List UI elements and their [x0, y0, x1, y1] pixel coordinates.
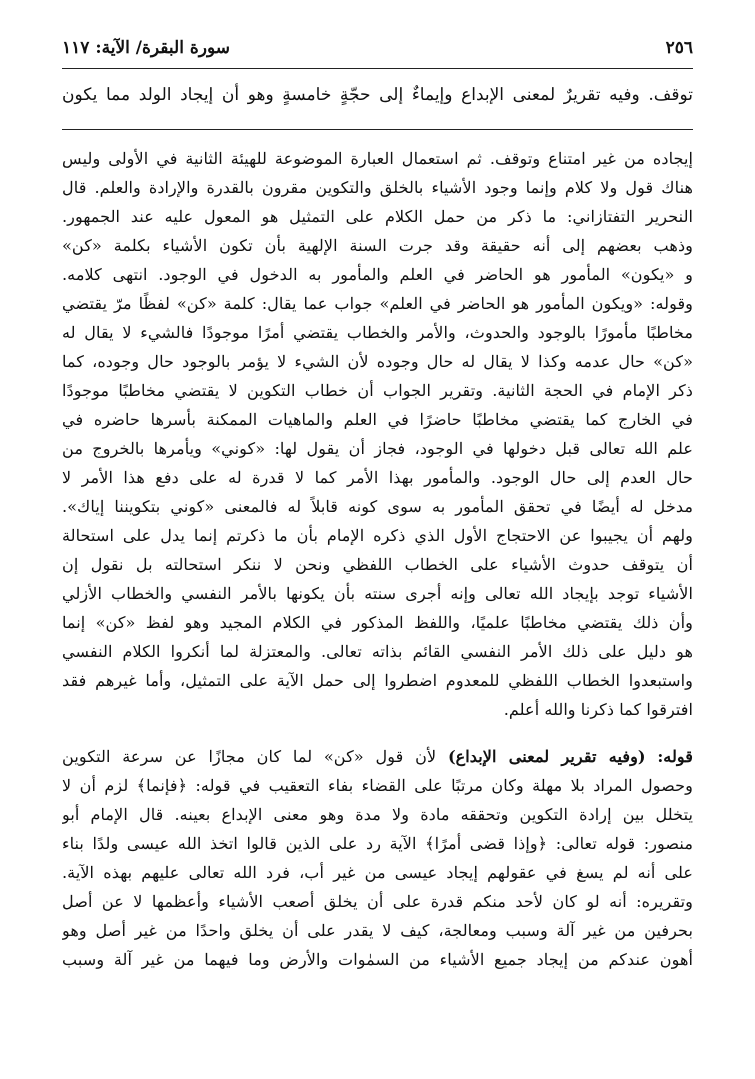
- text-line: «كن» حال عدمه وكذا لا يقال له حال وجوده لأن الشيء لا يؤمر بالوجود حال وجوده، كما: [62, 352, 693, 371]
- text-line: أهون عندكم من إيجاد جميع الأشياء من السمٰوات والأرض وما فيهما من غير آلة وسبب: [62, 950, 693, 969]
- text-line: علم الله تعالى قبل دخولها في الوجود، فجاز أن يقول لها: «كوني» ويأمرها بالخروج من: [62, 439, 693, 458]
- text-line: افترقوا كما ذكرنا والله أعلم.: [503, 700, 693, 719]
- text-line: مخاطبًا مأمورًا بالوجود والحدوث، والأمر والخطاب يقتضي أمرًا موجودًا فالشيء لا يقال له: [62, 323, 693, 342]
- text-line: حال العدم إلى حال الوجود. والمأمور بهذا الأمر كما لا قدرة له على دفع هذا الأمر لا: [62, 468, 693, 487]
- text-line: إيجاده من غير امتناع وتوقف. ثم استعمال العبارة الموضوعة للهيئة الثانية في الأولى وليس: [62, 149, 693, 168]
- text-line: وتقريره: أنه لو كان لأحد منكم قدرة على أن يخلق أصعب الأشياء وأعظمها لا عن أصل: [62, 892, 693, 911]
- text-line: مدخل له أيضًا في تحقق المأمور به سوى كونه قابلاً له فالمعنى «كوني بتكويننا إياك».: [62, 497, 693, 516]
- text-line: النحرير التفتازاني: ما ذكر من حمل الكلام على التمثيل هو المعول عليه عند الجمهور.: [62, 207, 693, 226]
- text-line: ولهم أن يجيبوا عن الاحتجاج الأول الذي ذكره الإمام بأن ما ذكرتم إنما يدل على استحالة: [62, 526, 693, 545]
- running-header: [62, 38, 693, 66]
- text-line: الأشياء توجد بإيجاد الله تعالى وإنه أجرى سنته بأن يكونها بالأمر النفسي والخطاب الأزلي: [62, 584, 693, 603]
- surah-ayah-title: سورة البقرة/ الآية: ١١٧: [62, 38, 230, 58]
- text-divider: [62, 129, 693, 130]
- commentary-paragraph: [62, 144, 693, 724]
- text-line: و «يكون» المأمور هو الحاضر في العلم والمأمور به الدخول في الوجود. انتهى كلامه.: [62, 265, 693, 284]
- text-line: وذهب بعضهم إلى أنه حقيقة وقد جرت السنة الإلهية بأن تكون الأشياء بكلمة «كن»: [62, 236, 693, 255]
- text-line: على أنه لم يسغ في عقولهم إيجاد عيسى من غير أب، فرد الله تعالى عليهم بهذه الآية.: [62, 863, 693, 882]
- page-number: ٢٥٦: [665, 38, 693, 58]
- book-page: [62, 38, 693, 1059]
- text-line: وقوله: «ويكون المأمور هو الحاضر في العلم» جواب عما يقال: كلمة «كن» لفظًا مرّ يقتضي: [62, 294, 693, 313]
- text-line: يتخلل بين إرادة التكوين وتحققه مادة ولا مدة وهو معنى الإبداع بعينه. قال الإمام أبو: [62, 805, 693, 824]
- main-text-line: توقف. وفيه تقريرٌ لمعنى الإبداع وإيماءٌ إلى حجّةٍ خامسةٍ وهو أن إيجاد الولد مما يكون: [62, 85, 693, 105]
- text-line: ذكر الإمام في الحجة الثانية. وتقرير الجواب أن خطاب التكوين لا يقتضي مخاطبًا موجودًا: [62, 381, 693, 400]
- text-line: في الخارج كما يقتضي مخاطبًا حاضرًا في العلم والماهيات الممكنة بأسرها حاضره في: [62, 410, 693, 429]
- text-line: وحصول المراد بلا مهلة وكان مرتبًا على القضاء بفاء التعقيب في قوله: ﴿فإنما﴾ لزم أن لا: [62, 776, 693, 795]
- commentary-paragraph-2: [62, 742, 693, 974]
- text-line: هناك قول ولا كلام وإنما وجود الأشياء بالخلق والتكوين مقرون بالقدرة والإرادة والعلم. قال: [62, 178, 693, 197]
- text-line: أن يتوقف حدوث الأشياء على الخطاب اللفظي ونحن لا ننكر استحالته بل نقول إن: [62, 555, 693, 574]
- text-line: [62, 742, 693, 771]
- text-line: بحرفين من غير آلة وسبب ومعالجة، كيف لا يقدر على أن يخلق واحدًا من غير أصل وهو: [62, 921, 693, 940]
- text-line: منصور: قوله تعالى: ﴿وإذا قضى أمرًا﴾ الآية رد على الذين قالوا اتخذ الله عيسى ولدًا بناء: [62, 834, 693, 853]
- gloss-quote: (وفيه تقرير لمعنى الإبداع): [447, 747, 646, 766]
- text-line: وأن ذلك يقتضي مخاطبًا علميًا، واللفظ المذكور في الكلام المجيد وهو لفظ «كن» إنما: [62, 613, 693, 632]
- gloss-label: قوله:: [657, 747, 693, 766]
- gloss-text: لأن قول «كن» لما كان مجازًا عن سرعة التكوين: [62, 747, 437, 766]
- text-line: هو دليل على ذلك الأمر النفسي القائم بذاته تعالى. والمعتزلة لما أنكروا الكلام النفسي: [62, 642, 693, 661]
- header-rule: [62, 68, 693, 69]
- text-line: واستبعدوا الخطاب اللفظي للمعدوم اضطروا إلى حمل الآية على التمثيل، وأما غيرهم فقد: [62, 671, 693, 690]
